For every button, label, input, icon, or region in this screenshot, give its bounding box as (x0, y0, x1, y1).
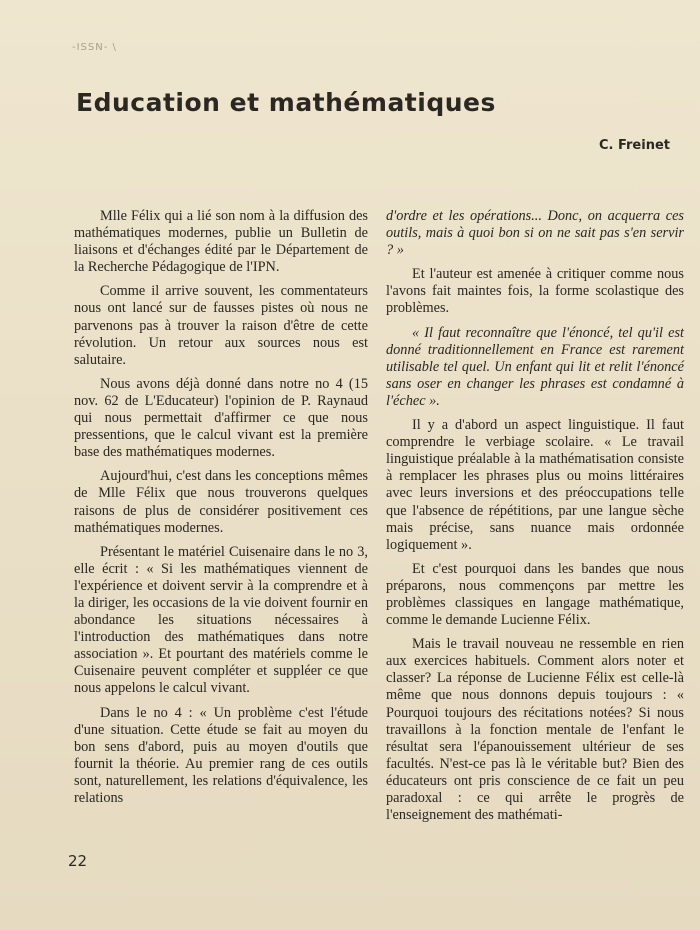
quote-paragraph: « Il faut reconnaître que l'énoncé, tel qu'il est donné traditionnellement en France est rarement utilisable tel quel. Un enfant qui lit et relit l'énoncé sans oser en changer les phrases est condamné à l'échec ». (386, 324, 684, 409)
paragraph: Comme il arrive souvent, les commentateurs nous ont lancé sur de fausses pistes où nous ne parvenons pas à trouver la raison d'être de cette révolution. Un retour aux sources nous est salutaire. (74, 283, 368, 368)
header-mark: -ISSN- \ (72, 42, 117, 53)
left-column (74, 208, 368, 814)
paragraph: Présentant le matériel Cuisenaire dans le no 3, elle écrit : « Si les mathématiques viennent de l'expérience et doivent servir à la comprendre et à la diriger, les occasions de la vie doivent fournir en abondance les situations nécessaires à l'introduction des mathématiques dans notre association ». Et pourtant des matériels comme le Cuisenaire peuvent compléter et suppléer ce que nous appelons le calcul vivant. (74, 543, 368, 697)
paragraph: Il y a d'abord un aspect linguistique. Il faut comprendre le verbiage scolaire. « Le travail linguistique préalable à la mathématisation consiste à remplacer les phrases plus ou moins littéraires avec leurs inversions et des préoccupations telle que l'absence de répétitions, par une langue sèche mais précise, sans nuance mais ordonnée logiquement ». (386, 417, 684, 553)
paragraph: Mlle Félix qui a lié son nom à la diffusion des mathématiques modernes, publie un Bulletin de liaisons et d'échanges édité par le Département de la Recherche Pédagogique de l'IPN. (74, 208, 368, 276)
paragraph: Mais le travail nouveau ne ressemble en rien aux exercices habituels. Comment alors noter et classer? La réponse de Lucienne Félix est celle-là même que nous donnons depuis toujours : « Pourquoi toujours des récitations notées? Si nous travaillons à la fonction mentale de l'enfant le résultat sera l'épanouissement ultérieur de ses facultés. N'est-ce pas là le véritable but? Bien des éducateurs ont pris conscience de ce fait un peu paradoxal : ce qui arrête le progrès de l'enseignement des mathémati- (386, 636, 684, 824)
page-number: 22 (68, 852, 88, 870)
article-title: Education et mathématiques (76, 88, 496, 117)
article-author: C. Freinet (598, 138, 670, 153)
paragraph: d'ordre et les opérations... Donc, on acquerra ces outils, mais à quoi bon si on ne sait pas s'en servir ? » (386, 208, 684, 259)
right-column (386, 208, 684, 831)
paragraph: Nous avons déjà donné dans notre no 4 (15 nov. 62 de L'Educateur) l'opinion de P. Raynaud qui nous permettait d'affirmer ce que nous pressentions, que le calcul vivant est la première base des mathématiques modernes. (74, 375, 368, 461)
paragraph: Dans le no 4 : « Un problème c'est l'étude d'une situation. Cette étude se fait au moyen du bon sens d'abord, puis au moyen d'outils que fournit la théorie. Au premier rang de ces outils sont, naturellement, les relations d'équivalence, les relations (74, 704, 368, 806)
paragraph: Et l'auteur est amenée à critiquer comme nous l'avons fait maintes fois, la forme scolastique des problèmes. (386, 266, 684, 317)
paragraph: Aujourd'hui, c'est dans les conceptions mêmes de Mlle Félix que nous trouverons quelques raisons de plus de considérer positivement ces mathématiques modernes. (74, 468, 368, 536)
paragraph: Et c'est pourquoi dans les bandes que nous préparons, nous commençons par mettre les problèmes classiques en langage mathématique, comme le demande Lucienne Félix. (386, 560, 684, 629)
